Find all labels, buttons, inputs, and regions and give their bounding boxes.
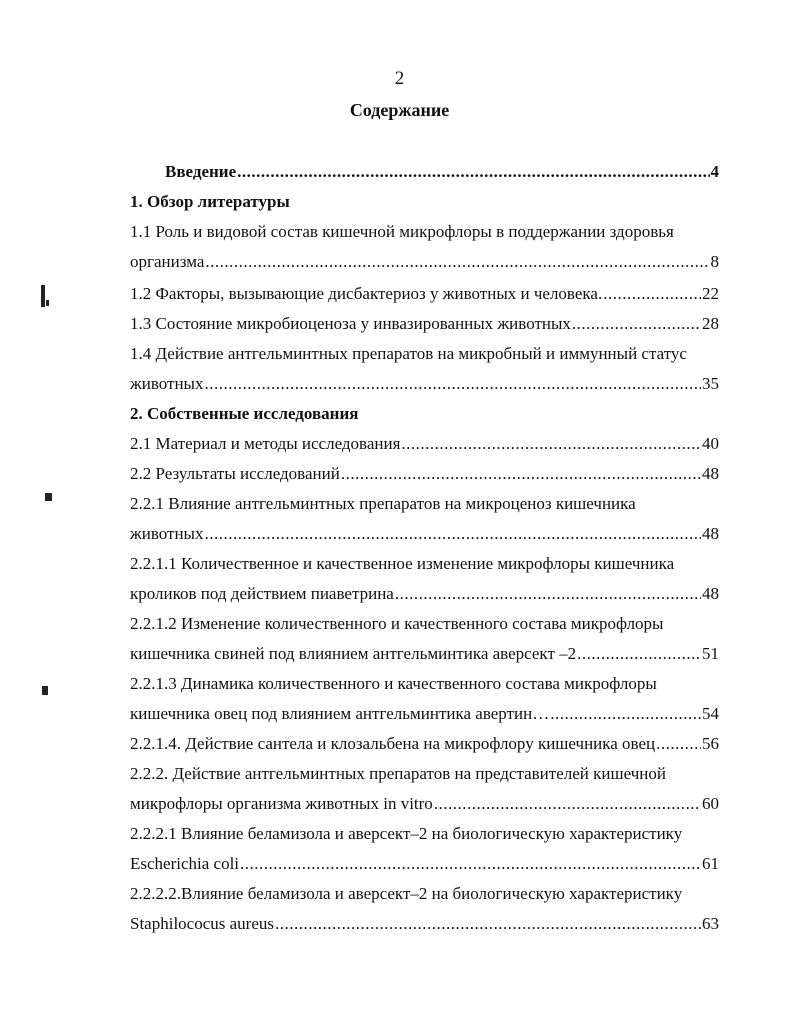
- toc-entry: [130, 431, 719, 457]
- toc-entry: [130, 341, 719, 367]
- toc-entry-page: 48: [702, 464, 719, 483]
- toc-entry: [130, 189, 719, 215]
- page-title: Содержание: [349, 100, 450, 120]
- toc-entry: [130, 671, 719, 697]
- toc-dot-leader: [275, 911, 701, 937]
- toc-dot-leader: [656, 731, 701, 757]
- toc-entry-page: 56: [702, 734, 719, 753]
- toc-entry: [130, 491, 719, 517]
- toc-entry: [130, 371, 719, 397]
- toc-entry: [130, 551, 719, 577]
- toc-entry-page: 35: [702, 374, 719, 393]
- toc-dot-leader: [434, 791, 701, 817]
- toc-dot-leader: [550, 701, 701, 727]
- toc-entry-label: 1.3 Состояние микробиоценоза у инвазированных животных: [130, 314, 571, 333]
- toc-entry-label: 2.2.1 Влияние антгельминтных препаратов на микроценоз кишечника: [130, 494, 636, 513]
- toc-entry: [130, 311, 719, 337]
- toc-entry-label: 1. Обзор литературы: [130, 192, 290, 211]
- toc-entry: [130, 851, 719, 877]
- toc-entry-page: 60: [702, 794, 719, 813]
- toc-entry: [130, 881, 719, 907]
- toc-entry-label: Escherichia coli: [130, 854, 240, 873]
- toc-entry-page: 28: [702, 314, 719, 333]
- toc-entry: [165, 159, 719, 185]
- toc-entry: [130, 461, 719, 487]
- toc-entry-label: 1.4 Действие антгельминтных препаратов на микробный и иммунный статус: [130, 344, 687, 363]
- scan-speck: [42, 686, 48, 695]
- toc-entry: [130, 761, 719, 787]
- toc-entry-page: 40: [702, 434, 719, 453]
- toc-dot-leader: [577, 641, 701, 667]
- toc-entry: [130, 731, 719, 757]
- toc-entry-page: 54: [702, 704, 719, 723]
- toc-entry: [130, 401, 719, 427]
- toc-entry-label: 2.2.2. Действие антгельминтных препаратов на представителей кишечной: [130, 764, 666, 783]
- toc-entry-page: 22: [702, 284, 719, 303]
- toc-dot-leader: [240, 851, 701, 877]
- scan-speck: [45, 493, 52, 501]
- toc-entry-label: кроликов под действием пиаветрина: [130, 584, 394, 603]
- toc-entry-label: 2.2.1.3 Динамика количественного и качественного состава микрофлоры: [130, 674, 657, 693]
- toc-entry-page: 51: [702, 644, 719, 663]
- toc-entry: [130, 521, 719, 547]
- toc-dot-leader: [341, 461, 701, 487]
- toc-entry-page: 63: [702, 914, 719, 933]
- toc-entry-label: животных: [130, 374, 204, 393]
- toc-entry-label: Введение: [165, 162, 237, 181]
- page-number: 2: [394, 68, 405, 89]
- scan-speck: [46, 300, 49, 306]
- toc-entry-label: 2.2.1.2 Изменение количественного и качественного состава микрофлоры: [130, 614, 664, 633]
- toc-entry-label: 1.1 Роль и видовой состав кишечной микрофлоры в поддержании здоровья: [130, 222, 674, 241]
- toc-entry: [130, 249, 719, 275]
- toc-entry-label: 2.2.1.1 Количественное и качественное изменение микрофлоры кишечника: [130, 554, 675, 573]
- toc-dot-leader: [603, 281, 701, 307]
- toc-entry: [130, 791, 719, 817]
- toc-entry-label: 1.2 Факторы, вызывающие дисбактериоз у животных и человека.: [130, 284, 603, 303]
- toc-entry-label: организма: [130, 252, 205, 271]
- toc-entry-label: 2. Собственные исследования: [130, 404, 359, 423]
- toc-dot-leader: [204, 521, 701, 547]
- toc-entry-label: 2.2 Результаты исследований: [130, 464, 340, 483]
- toc-entry-page: 61: [702, 854, 719, 873]
- toc-entry-label: кишечника овец под влиянием антгельминтика авертин…: [130, 704, 550, 723]
- toc-entry: [130, 219, 719, 245]
- toc-dot-leader: [401, 431, 701, 457]
- toc-dot-leader: [572, 311, 701, 337]
- toc-entry-label: 2.1 Материал и методы исследования: [130, 434, 401, 453]
- toc-entry-label: Staphilococus aureus: [130, 914, 274, 933]
- toc-entry: [130, 581, 719, 607]
- toc-dot-leader: [204, 371, 701, 397]
- scan-speck: [41, 285, 45, 307]
- toc-entry: [130, 281, 719, 307]
- toc-entry-label: животных: [130, 524, 204, 543]
- toc-entry: [130, 821, 719, 847]
- toc-entry: [130, 641, 719, 667]
- toc-entry-page: 48: [702, 524, 719, 543]
- toc-entry-label: 2.2.2.2.Влияние беламизола и аверсект–2 на биологическую характеристику: [130, 884, 683, 903]
- toc-entry-page: 48: [702, 584, 719, 603]
- toc-dot-leader: [395, 581, 701, 607]
- toc-entry: [130, 701, 719, 727]
- toc-dot-leader: [237, 159, 709, 185]
- toc-entry: [130, 911, 719, 937]
- toc-entry-label: кишечника свиней под влиянием антгельминтика аверсект –2: [130, 644, 577, 663]
- toc-entry-page: 8: [710, 252, 719, 271]
- toc-entry: [130, 611, 719, 637]
- toc-dot-leader: [205, 249, 709, 275]
- toc-entry-label: микрофлоры организма животных in vitro: [130, 794, 433, 813]
- toc-entry-label: 2.2.2.1 Влияние беламизола и аверсект–2 на биологическую характеристику: [130, 824, 683, 843]
- toc-entry-page: 4: [710, 162, 719, 181]
- toc-entry-label: 2.2.1.4. Действие сантела и клозальбена на микрофлору кишечника овец: [130, 734, 656, 753]
